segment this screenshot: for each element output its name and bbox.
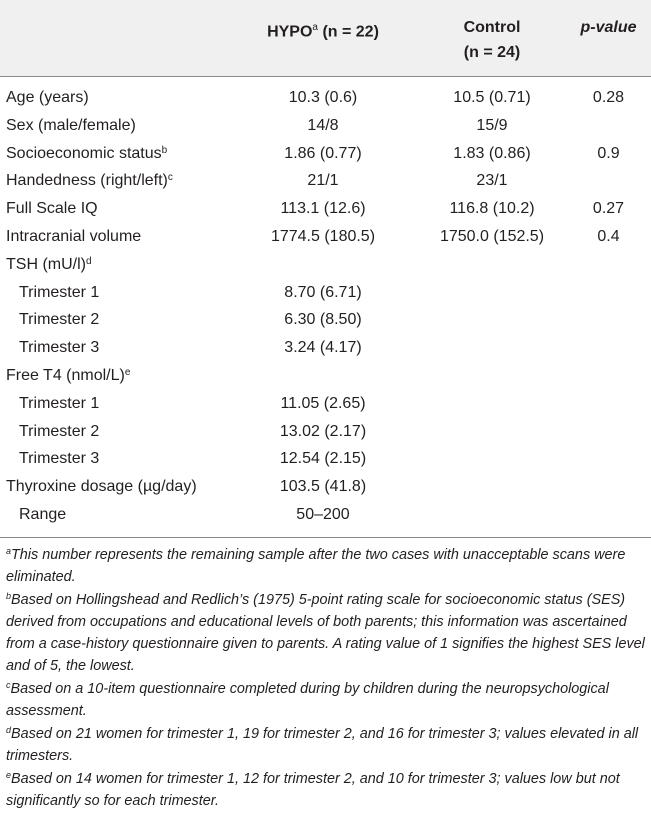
footnote — [6, 678, 645, 722]
table-row — [0, 195, 651, 223]
cell-hypo: 103.5 (41.8) — [279, 478, 367, 496]
header-control-label: Control — [463, 19, 521, 36]
header-hypo-n: (n = 22) — [322, 23, 379, 41]
cell-hypo: 21/1 — [307, 172, 339, 190]
cell-hypo: 12.54 (2.15) — [279, 450, 367, 468]
row-label — [19, 306, 99, 334]
row-footnote-mark: d — [85, 255, 92, 267]
table-row — [0, 112, 651, 140]
cell-p-value: 0.9 — [597, 144, 620, 162]
table-body — [0, 77, 651, 529]
row-label-text: Socioeconomic status — [6, 144, 162, 162]
cell-p-value: 0.27 — [592, 200, 625, 218]
row-label-text: Free T4 (nmol/L) — [6, 366, 125, 384]
header-hypo-label: HYPO — [267, 23, 313, 41]
row-label-text: Trimester 3 — [19, 450, 100, 468]
row-label — [6, 84, 89, 112]
row-label-text: Trimester 3 — [19, 339, 100, 357]
row-label — [19, 390, 99, 418]
row-footnote-mark: b — [161, 144, 168, 156]
footnote-text: Based on a 10-item questionnaire completed during by children during the neuropsychological assessment. — [6, 680, 609, 720]
table-row — [0, 362, 651, 390]
row-label — [19, 418, 99, 446]
row-footnote-mark: e — [124, 366, 131, 378]
row-label-text: Trimester 2 — [19, 422, 100, 440]
row-label — [19, 445, 99, 473]
header-control-n: (n = 24) — [463, 44, 521, 61]
table-row — [0, 418, 651, 446]
table-row — [0, 223, 651, 251]
row-label — [6, 112, 136, 140]
table-row — [0, 390, 651, 418]
cell-hypo: 3.24 (4.17) — [284, 339, 362, 357]
cell-control: 10.5 (0.71) — [453, 89, 531, 106]
cell-hypo: 13.02 (2.17) — [279, 422, 367, 440]
table-row — [0, 140, 651, 168]
row-label — [6, 223, 141, 251]
row-label-text: Trimester 1 — [19, 394, 100, 412]
table-row — [0, 167, 651, 195]
table-row — [0, 473, 651, 501]
cell-p-value: 0.28 — [592, 89, 625, 106]
row-label-text: Trimester 2 — [19, 311, 100, 329]
cell-hypo: 50–200 — [296, 505, 350, 523]
header-hypo-footnote-mark: a — [312, 22, 318, 33]
cell-hypo: 14/8 — [307, 116, 339, 134]
footnote — [6, 768, 645, 812]
row-label-text: Range — [19, 505, 67, 523]
cell-p-value: 0.4 — [597, 227, 620, 245]
row-label-text: Handedness (right/left) — [6, 172, 168, 190]
cell-hypo: 1774.5 (180.5) — [270, 227, 376, 245]
row-label — [6, 362, 130, 390]
footnote-mark: c — [6, 679, 11, 690]
row-label-text: Age (years) — [6, 89, 89, 106]
cell-control: 1.83 (0.86) — [453, 144, 531, 162]
table-header — [0, 0, 651, 77]
cell-control: 23/1 — [476, 172, 508, 190]
footnote-mark: b — [6, 590, 12, 601]
cell-hypo: 8.70 (6.71) — [284, 283, 362, 301]
row-label — [6, 473, 197, 501]
cell-hypo: 6.30 (8.50) — [284, 311, 362, 329]
cell-control: 116.8 (10.2) — [449, 200, 535, 218]
row-label — [6, 167, 173, 195]
row-label-text: Full Scale IQ — [6, 200, 98, 218]
footnote-mark: e — [6, 769, 12, 780]
table-row — [0, 279, 651, 307]
footnote-text: Based on 14 women for trimester 1, 12 for trimester 2, and 10 for trimester 3; values low but not significantly so for each trimester. — [6, 770, 620, 809]
row-label — [19, 334, 99, 362]
cell-hypo: 1.86 (0.77) — [284, 144, 362, 162]
row-label-text: Thyroxine dosage (µg/day) — [6, 478, 197, 496]
cell-hypo: 113.1 (12.6) — [280, 200, 366, 218]
table-row — [0, 445, 651, 473]
row-label — [6, 140, 167, 168]
row-label — [6, 195, 98, 223]
row-label-text: Trimester 1 — [19, 283, 100, 301]
row-label-text: Intracranial volume — [6, 227, 142, 245]
row-label — [6, 251, 92, 279]
footnote — [6, 544, 645, 588]
footnotes — [0, 538, 651, 812]
header-control — [418, 15, 566, 65]
footnote — [6, 589, 645, 678]
table-row — [0, 84, 651, 112]
header-hypo — [228, 15, 418, 44]
row-footnote-mark: c — [167, 172, 173, 184]
table-row — [0, 306, 651, 334]
cell-hypo: 10.3 (0.6) — [288, 89, 358, 106]
footnote-text: Based on 21 women for trimester 1, 19 for trimester 2, and 16 for trimester 3; values elevated in all trimesters. — [6, 725, 639, 765]
cell-control: 15/9 — [476, 116, 508, 134]
row-label — [19, 501, 66, 529]
table-row — [0, 334, 651, 362]
row-label-text: TSH (mU/l) — [6, 255, 86, 273]
cell-hypo: 11.05 (2.65) — [280, 394, 366, 412]
cell-control: 1750.0 (152.5) — [439, 227, 545, 245]
header-p-value: p-value — [580, 19, 637, 36]
row-label-text: Sex (male/female) — [6, 116, 136, 134]
table-row — [0, 251, 651, 279]
footnote-text: This number represents the remaining sample after the two cases with unacceptable scans were eliminated. — [6, 546, 626, 585]
footnote — [6, 723, 645, 767]
row-label — [19, 279, 99, 307]
footnote-mark: a — [6, 545, 12, 556]
footnote-mark: d — [6, 724, 12, 735]
table-row — [0, 501, 651, 529]
footnote-text: Based on Hollingshead and Redlich’s (1975) 5-point rating scale for socioeconomic status (SES) derived from occupations and educational levels of both parents; this information was ascertained from a case-history questionnaire given to parents. A rating value of 1 signifies the highest SES level and of 5, the lowest. — [6, 591, 645, 675]
